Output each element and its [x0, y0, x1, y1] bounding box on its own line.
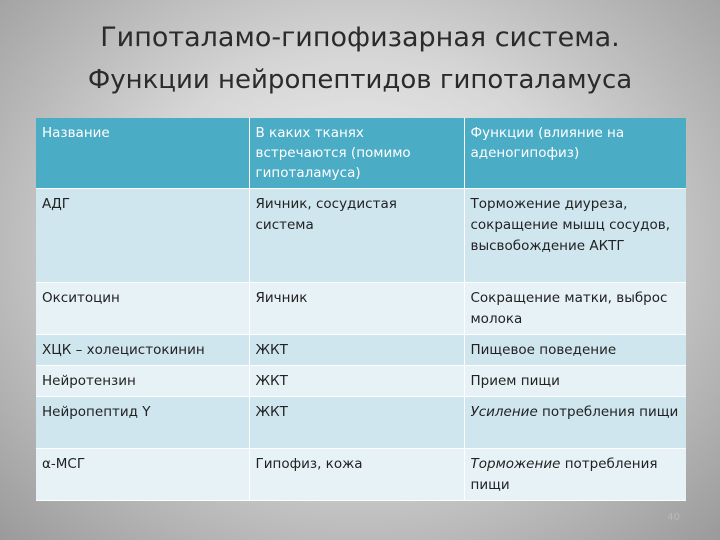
title-line-1: Гипоталамо-гипофизарная система. [100, 22, 620, 53]
header-row [36, 118, 686, 189]
function-emphasis: Усиление [470, 404, 538, 420]
table-row [36, 283, 686, 335]
cell-function: Прием пищи [464, 366, 686, 397]
header-function: Функции (влияние на аденогипофиз) [464, 118, 686, 189]
cell-name: АДГ [36, 189, 249, 283]
cell-name: Нейропептид Y [36, 397, 249, 449]
function-emphasis: Торможение [470, 456, 561, 472]
cell-function [464, 397, 686, 449]
page-number: 40 [667, 512, 680, 523]
cell-function: Пищевое поведение [464, 335, 686, 366]
cell-name: α-МСГ [36, 449, 249, 501]
table-row [36, 189, 686, 283]
cell-tissues: Гипофиз, кожа [249, 449, 464, 501]
cell-tissues: Яичник [249, 283, 464, 335]
cell-function: Торможение диуреза, сокращение мышц сосудов, высвобождение АКТГ [464, 189, 686, 283]
cell-name: Нейротензин [36, 366, 249, 397]
cell-tissues: ЖКТ [249, 335, 464, 366]
table-row [36, 449, 686, 501]
header-tissues: В каких тканях встречаются (помимо гипоталамуса) [249, 118, 464, 189]
function-rest: потребления пищи [537, 404, 679, 420]
header-name: Название [36, 118, 249, 189]
title-line-2: Функции нейропептидов гипоталамуса [87, 65, 633, 95]
function-rest: потребления пищи [470, 456, 658, 493]
cell-function [464, 449, 686, 501]
neuropeptide-table [36, 118, 686, 501]
cell-tissues: Яичник, сосудистая система [249, 189, 464, 283]
cell-tissues: ЖКТ [249, 366, 464, 397]
cell-name: ХЦК – холецистокинин [36, 335, 249, 366]
table-row [36, 397, 686, 449]
table-row [36, 335, 686, 366]
cell-function: Сокращение матки, выброс молока [464, 283, 686, 335]
slide-title [0, 20, 720, 98]
table-row [36, 366, 686, 397]
cell-name: Окситоцин [36, 283, 249, 335]
cell-tissues: ЖКТ [249, 397, 464, 449]
